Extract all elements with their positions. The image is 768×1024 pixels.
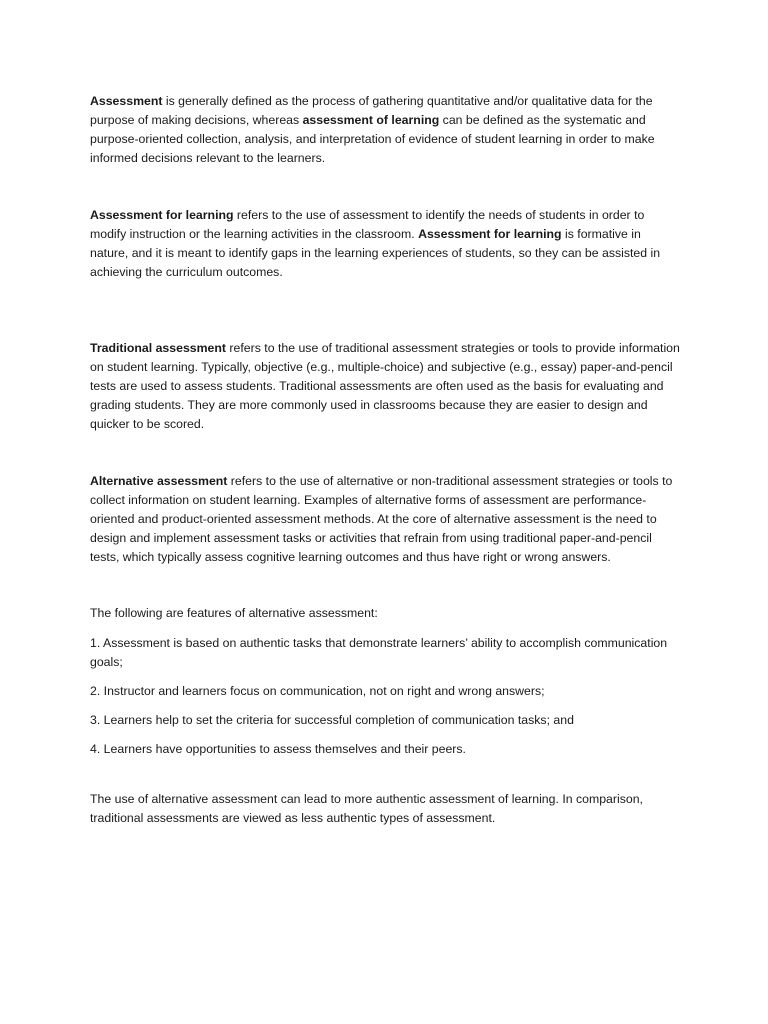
paragraph-alternative-assessment: [90, 472, 682, 567]
term-alternative-assessment: Alternative assessment: [90, 474, 228, 488]
paragraph-assessment-definition: [90, 92, 682, 168]
term-assessment-for-learning: Assessment for learning: [90, 208, 234, 222]
feature-list-item: 3. Learners help to set the criteria for successful completion of communication tasks; and: [90, 713, 574, 727]
paragraph-traditional-assessment: [90, 339, 682, 434]
term-assessment-of-learning: assessment of learning: [302, 113, 440, 127]
feature-list-item: 2. Instructor and learners focus on communication, not on right and wrong answers;: [90, 684, 545, 698]
paragraph-text: refers to the use of alternative or non-traditional assessment strategies or tools to collect information on student learning. Examples of alternative forms of assessment are performance-oriented and product-oriented assessment methods. At the core of alternative assessment is the need to design and implement assessment tasks or activities that refrain from using traditional paper-and-pencil tests, which typically assess cognitive learning outcomes and thus have right or wrong answers.: [90, 474, 673, 564]
term-assessment-for-learning: Assessment for learning: [418, 227, 562, 241]
term-assessment: Assessment: [90, 94, 163, 108]
paragraph-text: refers to the use of assessment to identify the needs of students in order to modify instruction or the learning activities in the classroom.: [90, 208, 645, 241]
term-traditional-assessment: Traditional assessment: [90, 341, 227, 355]
document-page: [90, 92, 682, 828]
feature-list-item: 4. Learners have opportunities to assess themselves and their peers.: [90, 742, 466, 756]
paragraph-text: refers to the use of traditional assessment strategies or tools to provide information on student learning. Typically, objective (e.g., multiple-choice) and subjective (e.g., essay) paper-and-pencil tests are used to assess students. Traditional assessments are often used as the basis for evaluating and grading students. They are more commonly used in classrooms because they are easier to design and quicker to be scored.: [90, 341, 680, 431]
paragraph-conclusion: The use of alternative assessment can lead to more authentic assessment of learning. In comparison, traditional assessments are viewed as less authentic types of assessment.: [90, 792, 643, 825]
paragraph-text: is formative in nature, and it is meant to identify gaps in the learning experiences of students, so they can be assisted in achieving the curriculum outcomes.: [90, 227, 661, 279]
paragraph-text: can be defined as the systematic and purpose-oriented collection, analysis, and interpretation of evidence of student learning in order to make informed decisions relevant to the learners.: [90, 113, 655, 165]
feature-list-item: 1. Assessment is based on authentic tasks that demonstrate learners’ ability to accomplish communication goals;: [90, 636, 668, 669]
features-intro: The following are features of alternative assessment:: [90, 606, 378, 620]
paragraph-text: is generally defined as the process of gathering quantitative and/or qualitative data for the purpose of making decisions, whereas: [90, 94, 653, 127]
paragraph-assessment-for-learning: [90, 206, 682, 282]
